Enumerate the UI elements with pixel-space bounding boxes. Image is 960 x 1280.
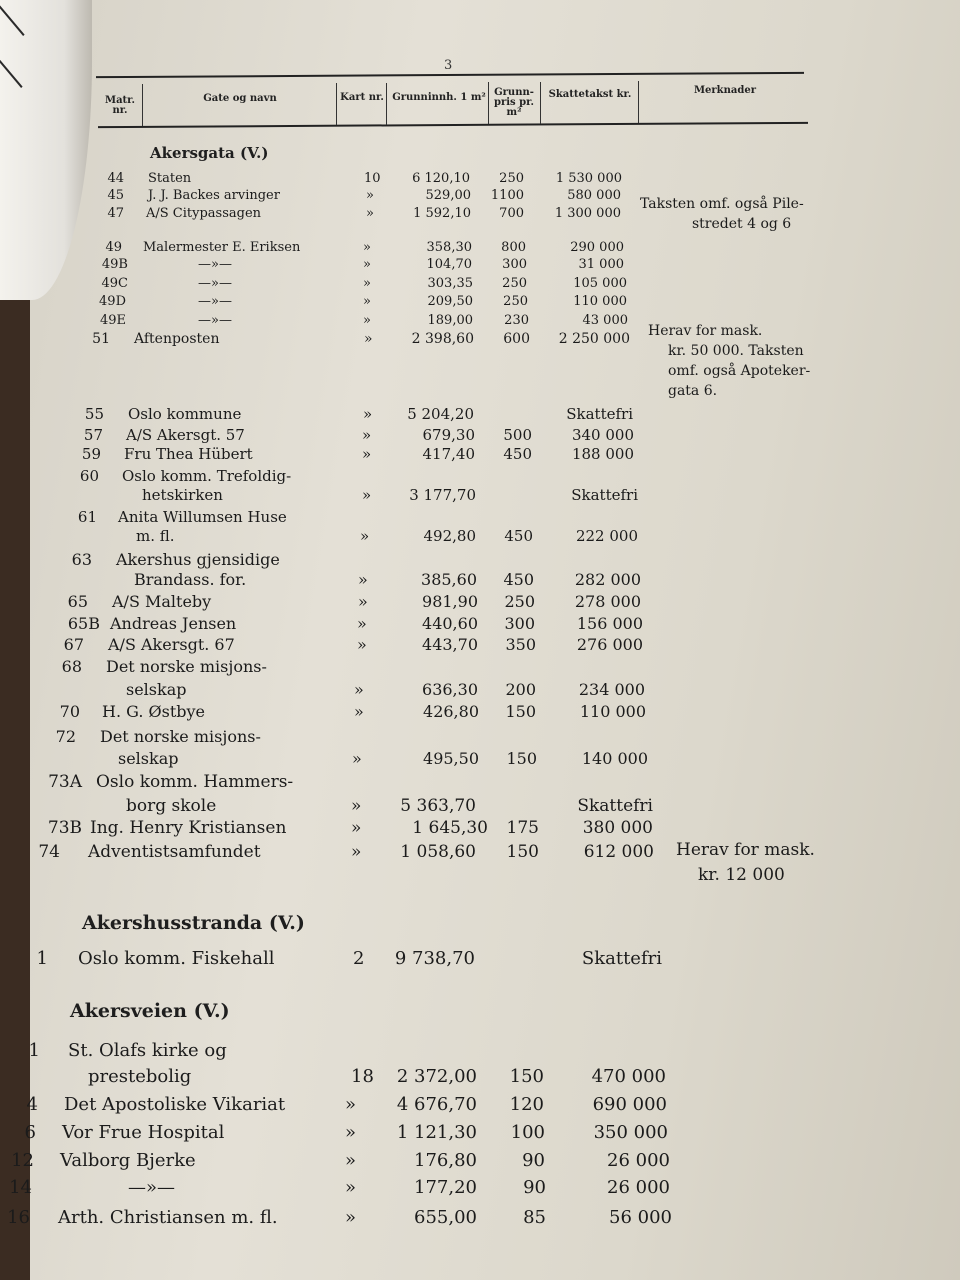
matr-number: 60 bbox=[79, 467, 99, 485]
land-price: 450 bbox=[503, 445, 532, 463]
tax-assessment: 188 000 bbox=[571, 445, 634, 463]
owner-name-continued: borg skole bbox=[126, 796, 217, 816]
matr-number: 49B bbox=[101, 257, 128, 272]
map-number: » bbox=[354, 702, 364, 721]
matr-number: 51 bbox=[92, 331, 110, 347]
land-area: 2 372,00 bbox=[396, 1066, 477, 1087]
map-number: » bbox=[345, 1207, 357, 1228]
owner-name: Andreas Jensen bbox=[110, 614, 237, 633]
map-number: » bbox=[363, 294, 371, 309]
matr-number: 55 bbox=[84, 405, 104, 423]
header-skattetakst: Skattetakst kr. bbox=[548, 89, 632, 100]
land-price: 150 bbox=[509, 1066, 544, 1087]
matr-number: 44 bbox=[107, 171, 124, 186]
land-price: 85 bbox=[523, 1207, 546, 1228]
land-area: 9 738,70 bbox=[394, 948, 475, 969]
note-matr-74 bbox=[676, 838, 815, 888]
land-area: 5 204,20 bbox=[407, 405, 474, 423]
land-area: 4 676,70 bbox=[396, 1094, 477, 1115]
map-number: » bbox=[351, 842, 362, 862]
land-area: 303,35 bbox=[427, 276, 473, 291]
note-matr-51 bbox=[648, 321, 810, 401]
tax-assessment: 276 000 bbox=[576, 635, 643, 654]
land-area: 358,30 bbox=[426, 240, 472, 255]
owner-name: —»— bbox=[198, 257, 232, 272]
land-area: 5 363,70 bbox=[400, 796, 476, 816]
header-divider bbox=[638, 81, 639, 123]
land-area: 189,00 bbox=[427, 313, 473, 328]
tax-assessment: 290 000 bbox=[570, 240, 624, 255]
land-area: 3 177,70 bbox=[409, 486, 476, 504]
owner-name-continued: prestebolig bbox=[88, 1066, 192, 1087]
land-price: 250 bbox=[504, 592, 535, 611]
tax-assessment: 340 000 bbox=[571, 426, 634, 444]
owner-name-continued: m. fl. bbox=[136, 527, 175, 545]
map-number: » bbox=[362, 426, 372, 444]
note-line: omf. også Apoteker- bbox=[668, 363, 811, 379]
tax-assessment: Skattefri bbox=[581, 948, 662, 969]
map-number: » bbox=[357, 614, 367, 633]
land-price: 100 bbox=[510, 1122, 545, 1143]
pen-mark bbox=[0, 56, 23, 88]
land-price: 300 bbox=[502, 257, 527, 272]
land-area: 440,60 bbox=[422, 614, 478, 633]
land-area: 981,90 bbox=[422, 592, 478, 611]
matr-number: 63 bbox=[71, 550, 92, 569]
land-price: 120 bbox=[509, 1094, 544, 1115]
map-number: » bbox=[354, 680, 364, 699]
matr-number: 61 bbox=[77, 508, 97, 526]
land-price: 150 bbox=[506, 749, 537, 768]
owner-name: A/S Citypassagen bbox=[146, 206, 262, 221]
header-grunnpris: Grunn-pris pr. m² bbox=[494, 87, 534, 118]
matr-number: 49D bbox=[99, 294, 126, 309]
land-area: 443,70 bbox=[422, 635, 478, 654]
map-number: » bbox=[351, 818, 362, 838]
land-area: 529,00 bbox=[425, 188, 471, 203]
matr-number: 1 bbox=[28, 1040, 40, 1061]
land-price: 500 bbox=[503, 426, 532, 444]
owner-name: A/S Akersgt. 67 bbox=[108, 635, 235, 654]
header-matr: Matr. nr. bbox=[105, 95, 135, 116]
header-merknader: Merknader bbox=[693, 85, 756, 96]
map-number: » bbox=[357, 635, 367, 654]
owner-name: Aftenposten bbox=[134, 331, 220, 347]
tax-assessment: 470 000 bbox=[591, 1066, 666, 1087]
map-number: » bbox=[360, 527, 370, 545]
owner-name: Oslo komm. Hammers- bbox=[96, 772, 294, 792]
map-number: » bbox=[366, 206, 374, 221]
owner-name: Oslo komm. Fiskehall bbox=[78, 948, 275, 969]
owner-name: —»— bbox=[198, 276, 232, 291]
section-title-akersgata: Akersgata (V.) bbox=[150, 144, 269, 162]
land-price: 230 bbox=[504, 313, 529, 328]
tax-assessment: 43 000 bbox=[582, 313, 628, 328]
matr-number: 72 bbox=[55, 727, 76, 746]
map-number: » bbox=[362, 486, 372, 504]
header-divider bbox=[142, 84, 143, 126]
matr-number: 6 bbox=[24, 1122, 36, 1143]
owner-name: Det norske misjons- bbox=[100, 727, 261, 746]
land-price: 90 bbox=[523, 1177, 546, 1198]
tax-assessment: 31 000 bbox=[578, 257, 624, 272]
land-price: 350 bbox=[505, 635, 536, 654]
land-area: 177,20 bbox=[414, 1177, 477, 1198]
land-area: 176,80 bbox=[414, 1150, 477, 1171]
owner-name: Adventistsamfundet bbox=[88, 842, 261, 862]
tax-assessment: 26 000 bbox=[607, 1177, 670, 1198]
note-matr-47 bbox=[640, 194, 804, 234]
tax-assessment: Skattefri bbox=[566, 405, 633, 423]
matr-number: 4 bbox=[26, 1094, 38, 1115]
tax-assessment: 26 000 bbox=[607, 1150, 670, 1171]
tax-assessment: 110 000 bbox=[573, 294, 627, 309]
section-title-akershusstranda: Akershusstranda (V.) bbox=[82, 912, 305, 934]
tax-assessment: Skattefri bbox=[571, 486, 638, 504]
owner-name: —»— bbox=[198, 294, 232, 309]
owner-name: Malermester E. Eriksen bbox=[143, 240, 301, 255]
section-title-akersveien: Akersveien (V.) bbox=[70, 1000, 230, 1022]
tax-assessment: 1 530 000 bbox=[555, 171, 622, 186]
matr-number: 65B bbox=[67, 614, 100, 633]
land-area: 2 398,60 bbox=[411, 331, 474, 347]
matr-number: 12 bbox=[11, 1150, 34, 1171]
land-area: 1 645,30 bbox=[412, 818, 488, 838]
tax-assessment: 278 000 bbox=[574, 592, 641, 611]
tax-assessment: 380 000 bbox=[582, 818, 653, 838]
header-kart: Kart nr. bbox=[340, 92, 384, 103]
map-number: » bbox=[345, 1150, 357, 1171]
map-number: » bbox=[358, 592, 368, 611]
owner-name: Oslo komm. Trefoldig- bbox=[122, 467, 292, 485]
land-area: 417,40 bbox=[422, 445, 475, 463]
page-number: 3 bbox=[444, 58, 453, 73]
matr-number: 57 bbox=[83, 426, 103, 444]
note-line: gata 6. bbox=[668, 383, 718, 399]
map-number: » bbox=[362, 445, 372, 463]
owner-name: Arth. Christiansen m. fl. bbox=[58, 1207, 278, 1228]
map-number: » bbox=[363, 405, 373, 423]
map-number: » bbox=[345, 1094, 357, 1115]
land-price: 450 bbox=[504, 527, 533, 545]
map-number: » bbox=[364, 331, 373, 347]
map-number: » bbox=[351, 796, 362, 816]
note-line: stredet 4 og 6 bbox=[692, 216, 792, 232]
matr-number: 65 bbox=[67, 592, 88, 611]
land-area: 492,80 bbox=[423, 527, 476, 545]
owner-name: A/S Malteby bbox=[112, 592, 212, 611]
map-number: » bbox=[358, 570, 368, 589]
owner-name-continued: selskap bbox=[118, 749, 179, 768]
tax-assessment: 2 250 000 bbox=[558, 331, 630, 347]
land-price: 175 bbox=[506, 818, 539, 838]
matr-number: 67 bbox=[63, 635, 84, 654]
header-divider bbox=[540, 82, 541, 124]
owner-name: Det Apostoliske Vikariat bbox=[64, 1094, 286, 1115]
land-price: 1100 bbox=[490, 188, 524, 203]
owner-name: Akershus gjensidige bbox=[116, 550, 280, 569]
tax-assessment: 1 300 000 bbox=[554, 206, 621, 221]
matr-number: 45 bbox=[107, 188, 124, 203]
header-divider bbox=[488, 82, 489, 124]
map-number: » bbox=[345, 1177, 357, 1198]
header-gate: Gate og navn bbox=[203, 93, 277, 104]
note-line: kr. 50 000. Taksten bbox=[668, 343, 804, 359]
owner-name: J. J. Backes arvinger bbox=[148, 188, 280, 203]
owner-name-continued: hetskirken bbox=[142, 486, 223, 504]
land-price: 300 bbox=[504, 614, 535, 633]
matr-number: 47 bbox=[107, 206, 124, 221]
owner-name: —»— bbox=[198, 313, 232, 328]
map-number: » bbox=[363, 257, 371, 272]
land-price: 250 bbox=[502, 276, 527, 291]
land-area: 104,70 bbox=[426, 257, 472, 272]
owner-name-continued: selskap bbox=[126, 680, 187, 699]
tax-assessment: 156 000 bbox=[576, 614, 643, 633]
map-number: 10 bbox=[364, 171, 381, 186]
tax-assessment: 56 000 bbox=[609, 1207, 672, 1228]
land-area: 655,00 bbox=[414, 1207, 477, 1228]
owner-name: Det norske misjons- bbox=[106, 657, 267, 676]
tax-assessment: 350 000 bbox=[593, 1122, 668, 1143]
tax-assessment: 580 000 bbox=[567, 188, 621, 203]
matr-number: 49E bbox=[99, 313, 126, 328]
map-number: » bbox=[366, 188, 374, 203]
land-area: 679,30 bbox=[422, 426, 475, 444]
note-line: Herav for mask. bbox=[676, 840, 815, 860]
matr-number: 1 bbox=[36, 948, 48, 969]
map-number: » bbox=[363, 313, 371, 328]
map-number: » bbox=[363, 276, 371, 291]
matr-number: 16 bbox=[7, 1207, 30, 1228]
matr-number: 14 bbox=[9, 1177, 32, 1198]
matr-number: 68 bbox=[61, 657, 82, 676]
land-area: 1 058,60 bbox=[400, 842, 476, 862]
matr-number: 70 bbox=[59, 702, 80, 721]
land-area: 209,50 bbox=[427, 294, 473, 309]
land-area: 385,60 bbox=[421, 570, 477, 589]
land-price: 600 bbox=[503, 331, 530, 347]
owner-name: H. G. Østbye bbox=[102, 702, 206, 721]
tax-assessment: 222 000 bbox=[575, 527, 638, 545]
owner-name: Oslo kommune bbox=[128, 405, 242, 423]
owner-name-continued: Brandass. for. bbox=[134, 570, 247, 589]
owner-name: Staten bbox=[148, 171, 192, 186]
map-number: » bbox=[352, 749, 362, 768]
land-price: 150 bbox=[506, 842, 539, 862]
tax-assessment: 105 000 bbox=[573, 276, 627, 291]
map-number: » bbox=[345, 1122, 357, 1143]
header-divider bbox=[336, 83, 337, 125]
matr-number: 73B bbox=[47, 818, 82, 838]
matr-number: 59 bbox=[81, 445, 101, 463]
land-price: 250 bbox=[499, 171, 524, 186]
header-divider bbox=[386, 83, 387, 125]
pen-mark bbox=[0, 4, 25, 36]
land-area: 636,30 bbox=[422, 680, 478, 699]
tax-assessment: 690 000 bbox=[592, 1094, 667, 1115]
matr-number: 73A bbox=[48, 772, 82, 792]
map-number: 18 bbox=[351, 1066, 374, 1087]
owner-name: Valborg Bjerke bbox=[60, 1150, 196, 1171]
owner-name: Fru Thea Hübert bbox=[124, 445, 253, 463]
land-price: 150 bbox=[505, 702, 536, 721]
land-price: 200 bbox=[505, 680, 536, 699]
matr-number: 74 bbox=[38, 842, 60, 862]
tax-assessment: 110 000 bbox=[579, 702, 646, 721]
note-line: Taksten omf. også Pile- bbox=[640, 196, 804, 212]
land-price: 250 bbox=[503, 294, 528, 309]
tax-assessment: 282 000 bbox=[574, 570, 641, 589]
owner-name: —»— bbox=[128, 1177, 176, 1198]
tax-assessment: 234 000 bbox=[578, 680, 645, 699]
owner-name: Ing. Henry Kristiansen bbox=[90, 818, 287, 838]
land-price: 700 bbox=[499, 206, 524, 221]
header-grunninnh: Grunninnh. 1 m² bbox=[392, 92, 486, 103]
land-area: 426,80 bbox=[423, 702, 479, 721]
matr-number: 49 bbox=[105, 240, 122, 255]
tax-assessment: Skattefri bbox=[577, 796, 653, 816]
matr-number: 49C bbox=[101, 276, 128, 291]
note-line: kr. 12 000 bbox=[698, 865, 785, 885]
land-price: 450 bbox=[503, 570, 534, 589]
land-price: 800 bbox=[501, 240, 526, 255]
owner-name: Vor Frue Hospital bbox=[62, 1122, 225, 1143]
note-line: Herav for mask. bbox=[648, 323, 763, 339]
tax-assessment: 612 000 bbox=[583, 842, 654, 862]
tax-assessment: 140 000 bbox=[581, 749, 648, 768]
map-number: 2 bbox=[353, 948, 365, 969]
land-area: 495,50 bbox=[423, 749, 479, 768]
owner-name: St. Olafs kirke og bbox=[68, 1040, 227, 1061]
owner-name: A/S Akersgt. 57 bbox=[126, 426, 245, 444]
map-number: » bbox=[363, 240, 371, 255]
owner-name: Anita Willumsen Huse bbox=[118, 508, 287, 526]
land-price: 90 bbox=[522, 1150, 545, 1171]
land-area: 1 592,10 bbox=[413, 206, 471, 221]
land-area: 6 120,10 bbox=[412, 171, 470, 186]
land-area: 1 121,30 bbox=[396, 1122, 477, 1143]
